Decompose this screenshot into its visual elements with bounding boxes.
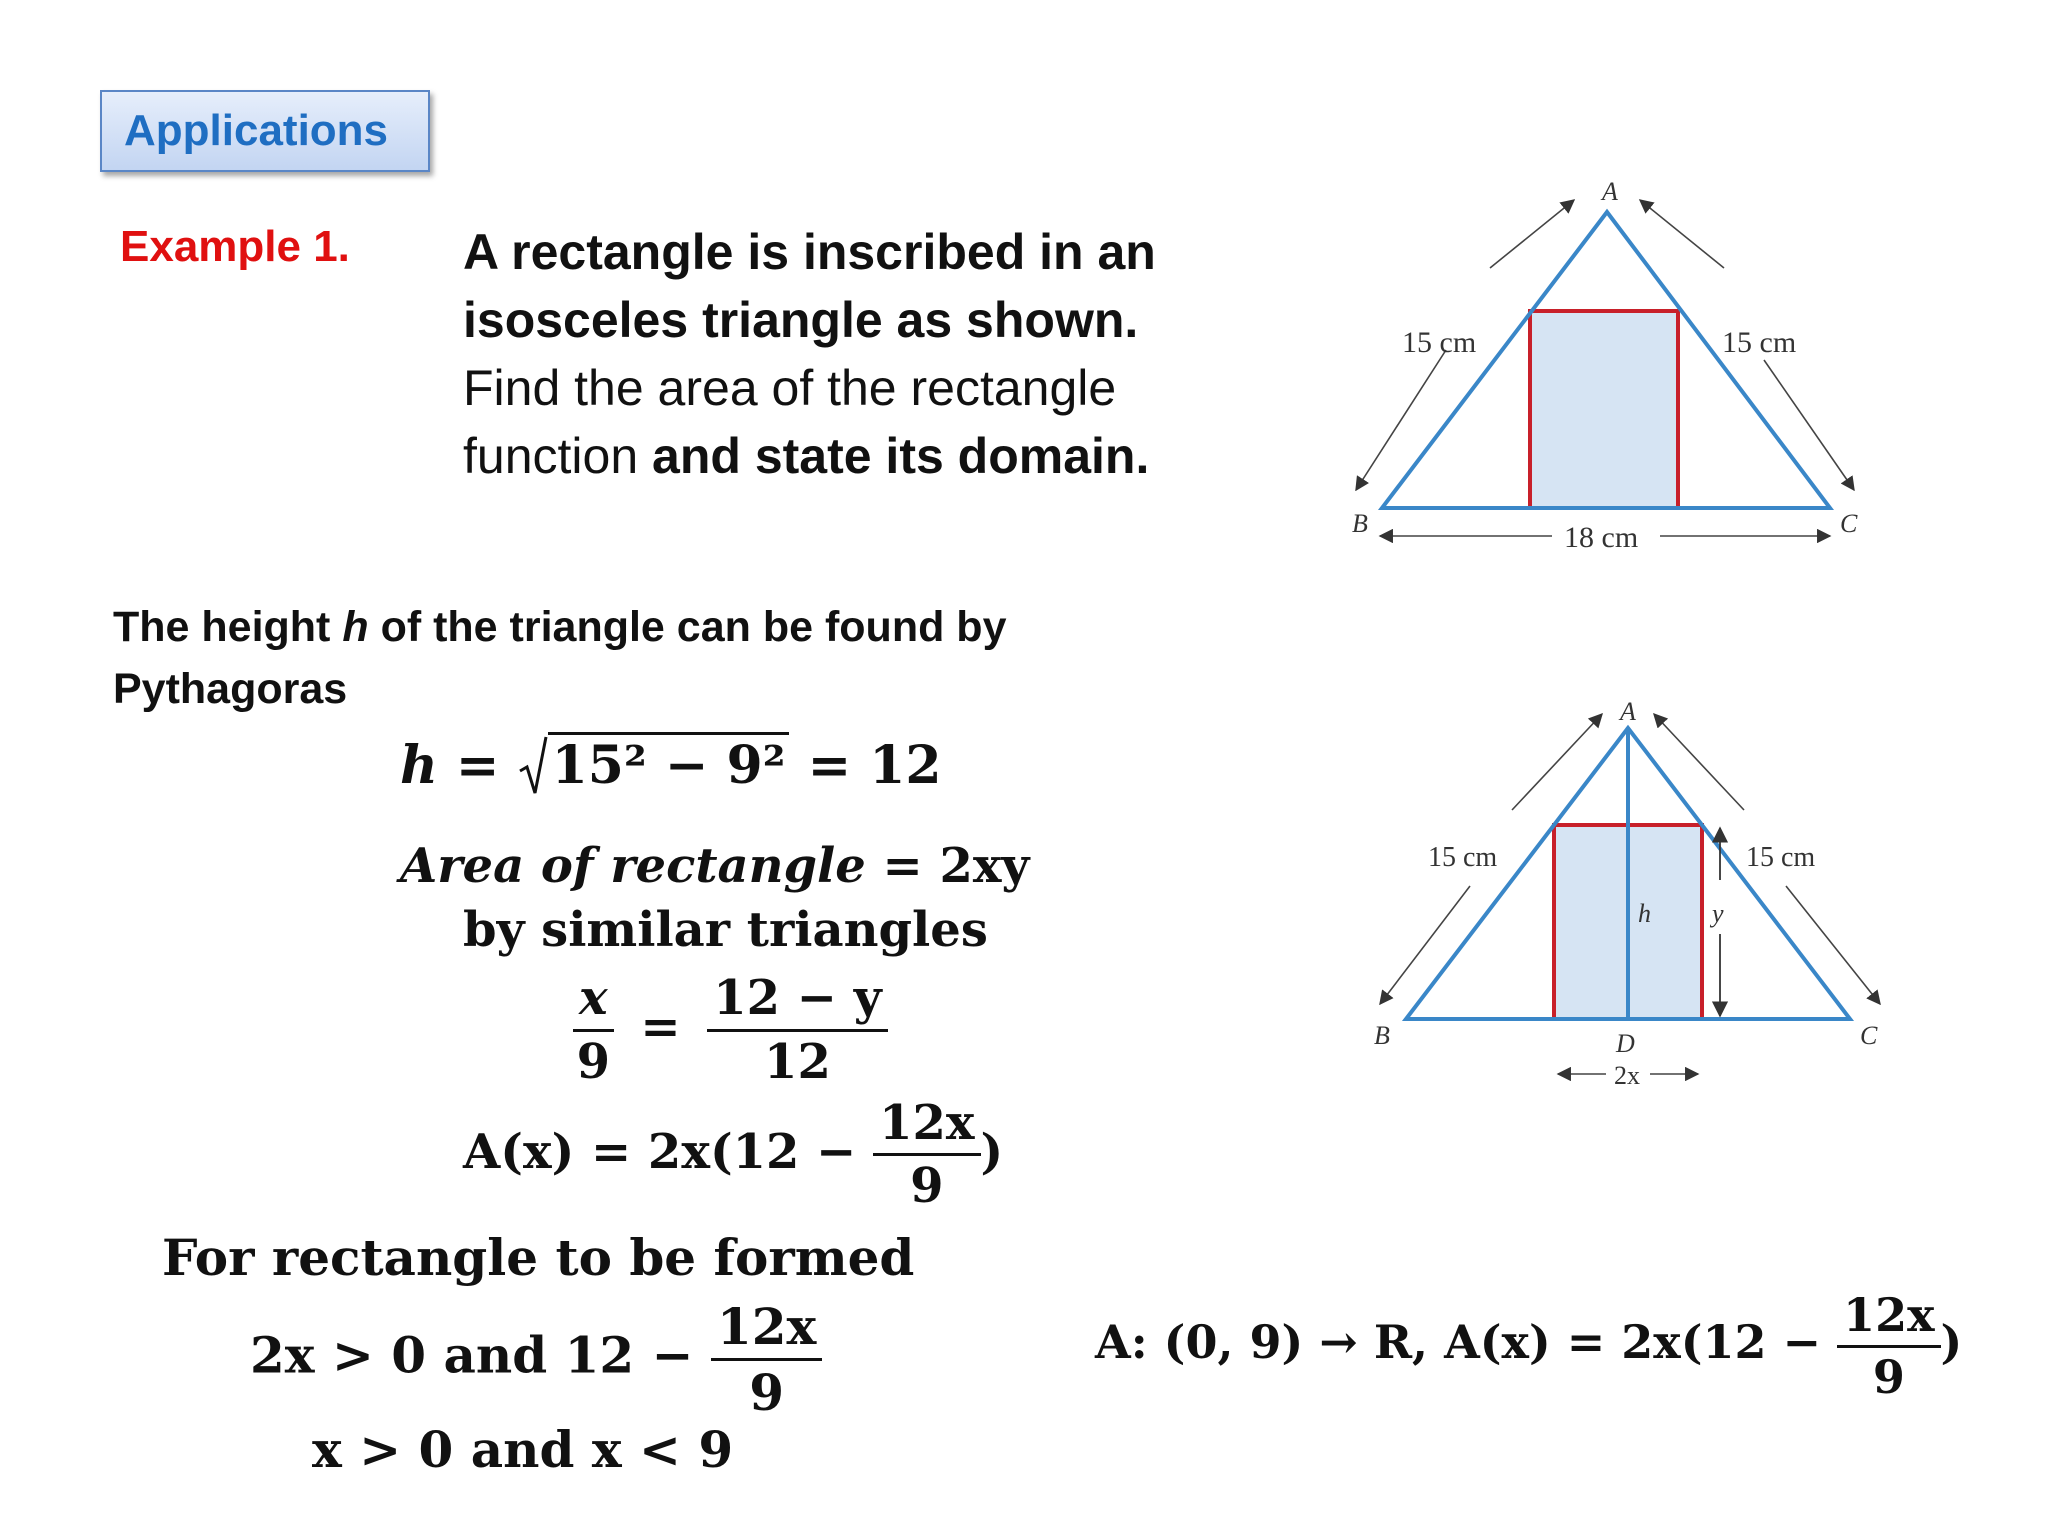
diagram2-vertex-d: D [1616,1029,1635,1058]
final-pre: A: (0, 9) → R, A(x) = 2x(12 − [1095,1315,1822,1370]
example-label: Example 1. [120,222,350,271]
eq-h-rhs: = 12 [789,735,942,796]
left-side-arrow-up-2 [1512,714,1602,810]
ratio-right-den: 12 [764,1033,831,1090]
ratio-left-fraction [573,972,614,1089]
inscribed-rectangle [1530,311,1678,508]
domain-conditions [162,1228,914,1479]
height-explanation [113,596,1113,720]
pythagoras-equation [400,735,942,797]
cond1-pre: 2x > 0 and 12 − [250,1325,694,1385]
ratio-left-den: 9 [576,1033,611,1090]
condition-2: x > 0 and x < 9 [312,1420,734,1479]
area-equation [400,838,1029,894]
ax-lhs: A(x) = 2x(12 − [463,1123,857,1180]
ratio-right-num: 12 − y [707,972,887,1032]
triangle-diagram-2 [1350,690,1910,1100]
problem-line-4 [463,422,1203,490]
problem-line-1: A rectangle is inscribed in an [463,224,1156,280]
height-text-line2: Pythagoras [113,665,348,713]
similar-triangles-block [463,902,1003,1213]
similar-triangles-label: by similar triangles [463,902,988,958]
problem-line-4-bold: and state its domain. [652,428,1150,484]
section-heading [100,90,430,172]
problem-line-2: isosceles triangle as shown. [463,292,1139,348]
ratio-eq: = [640,998,681,1055]
area-rhs: = 2xy [865,838,1030,894]
final-frac-num: 12x [1837,1290,1940,1348]
diagram1-vertex-b: B [1352,509,1368,538]
final-frac-den: 9 [1872,1349,1905,1404]
cond1-frac-num: 12x [711,1299,822,1361]
area-italic: Area of rectangle [400,838,866,894]
diagram2-rect-height-label: y [1712,899,1724,928]
cond1-fraction [711,1299,822,1420]
diagram2-left-side-label: 15 cm [1428,842,1498,873]
eq-h-eq1: = [437,735,518,796]
ratio-left-num: x [573,972,614,1032]
triangle-diagram-1 [1330,170,1890,570]
height-text-part1: The height [113,603,331,651]
requirement-text: For rectangle to be formed [162,1228,915,1287]
radical-sign-icon [518,735,548,797]
section-heading-label: Applications [124,106,389,155]
diagram1-base-label: 18 cm [1564,521,1639,554]
final-fraction [1837,1290,1940,1402]
height-text-part2: of the triangle can be found by [380,603,1007,651]
ax-close: ) [980,1123,1004,1180]
eq-h-lhs: h [400,735,438,796]
ax-frac-den: 9 [910,1158,944,1215]
cond1-frac-den: 9 [749,1363,785,1422]
diagram1-vertex-a: A [1602,177,1618,206]
diagram2-vertex-a: A [1620,697,1636,726]
diagram2-right-side-label: 15 cm [1746,842,1816,873]
final-answer [1095,1290,1962,1402]
final-close: ) [1940,1315,1963,1370]
diagram1-vertex-c: C [1840,509,1858,538]
right-side-arrow-down-2 [1786,886,1880,1004]
area-function [463,1094,1004,1215]
diagram2-vertex-b: B [1374,1021,1390,1050]
ratio-equation [573,972,1003,1089]
right-side-arrow-up [1640,200,1724,268]
diagram2-rect-width-label: 2x [1614,1061,1640,1090]
eq-h-radicand: 15² − 9² [548,732,790,796]
ratio-right-fraction [707,972,887,1089]
diagram2-height-label: h [1638,899,1651,928]
right-side-arrow-down [1764,360,1854,490]
ax-frac-num: 12x [873,1097,980,1157]
left-side-arrow-down-2 [1380,886,1470,1004]
condition-1 [250,1299,914,1420]
problem-line-3: Find the area of the rectangle [463,360,1117,416]
left-side-arrow-up [1490,200,1574,268]
right-side-arrow-up-2 [1654,714,1744,810]
diagram1-left-side-label: 15 cm [1402,326,1477,359]
problem-line-4-normal: function [463,428,639,484]
height-text-var: h [342,603,369,651]
left-side-arrow-down [1356,350,1446,490]
diagram1-right-side-label: 15 cm [1722,326,1797,359]
ax-fraction [873,1094,980,1215]
diagram2-vertex-c: C [1860,1021,1878,1050]
problem-statement [463,218,1203,490]
